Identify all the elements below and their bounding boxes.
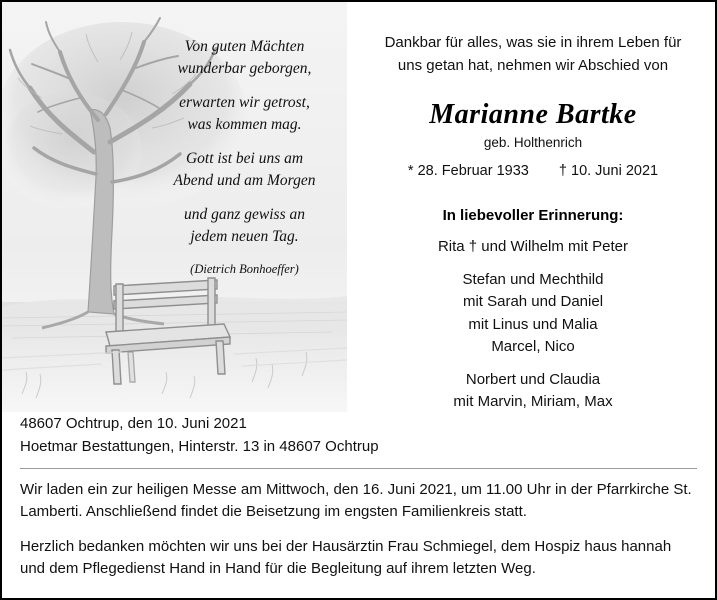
- intro-line-1: Dankbar für alles, was sie in ihrem Leben für: [384, 34, 682, 51]
- verse-text: [152, 36, 337, 278]
- family-group: [347, 236, 717, 259]
- memory-title: In liebevoller Erinnerung:: [442, 207, 624, 224]
- announcement-column: [347, 2, 717, 412]
- family-list: [347, 236, 717, 414]
- service-text: Wir laden ein zur heiligen Messe am Mittwoch, den 16. Juni 2021, um 11.00 Uhr in der Pfarrkirche St. Lamberti. Anschließend findet die Beisetzung im engsten Familienkreis statt.: [20, 480, 692, 520]
- family-line: mit Sarah und Daniel: [462, 293, 604, 310]
- family-line: mit Linus und Malia: [468, 315, 598, 333]
- place-date: 48607 Ochtrup, den 10. Juni 2021: [20, 415, 247, 432]
- verse-author: (Dietrich Bonhoeffer): [190, 261, 299, 276]
- verse-line: Von guten Mächten: [184, 38, 305, 55]
- death-date: † 10. Juni 2021: [558, 163, 659, 179]
- verse-stanza-3: [152, 148, 337, 193]
- intro-line-2: uns getan hat, nehmen wir Abschied von: [397, 56, 669, 74]
- verse-stanza-2: [152, 92, 337, 137]
- funeral-home: Hoetmar Bestattungen, Hinterstr. 13 in 48607 Ochtrup: [20, 438, 379, 456]
- intro-text: [347, 32, 717, 77]
- footer-section: [2, 412, 715, 581]
- verse-stanza-4: [152, 204, 337, 249]
- verse-line: erwarten wir getrost,: [179, 93, 310, 111]
- family-line: mit Marvin, Miriam, Max: [453, 393, 613, 410]
- divider: [20, 468, 697, 469]
- verse-stanza-1: [152, 36, 337, 81]
- illustration-column: [2, 2, 347, 412]
- maiden-name: geb. Holthenrich: [483, 135, 583, 150]
- verse-line: jedem neuen Tag.: [190, 228, 299, 246]
- family-group: [347, 369, 717, 414]
- life-dates: [347, 163, 717, 179]
- verse-line: Gott ist bei uns am: [185, 149, 304, 167]
- family-line: Rita † und Wilhelm mit Peter: [437, 238, 629, 255]
- family-line: Norbert und Claudia: [465, 370, 601, 388]
- family-group: [347, 269, 717, 359]
- birth-date: * 28. Februar 1933: [407, 163, 529, 179]
- thanks-text: Herzlich bedanken möchten wir uns bei der Hausärztin Frau Schmiegel, dem Hospiz haus hannah und dem Pflegedienst Hand in Hand für die Begleitung auf ihrem letzten Weg.: [20, 537, 672, 577]
- verse-line: was kommen mag.: [187, 116, 302, 134]
- family-line: Stefan und Mechthild: [462, 270, 604, 288]
- upper-section: [2, 2, 715, 412]
- family-line: Marcel, Nico: [491, 338, 575, 355]
- verse-line: wunderbar geborgen,: [177, 60, 312, 78]
- deceased-name: Marianne Bartke: [429, 99, 637, 130]
- verse-line: und ganz gewiss an: [184, 205, 305, 223]
- verse-line: Abend und am Morgen: [173, 172, 316, 190]
